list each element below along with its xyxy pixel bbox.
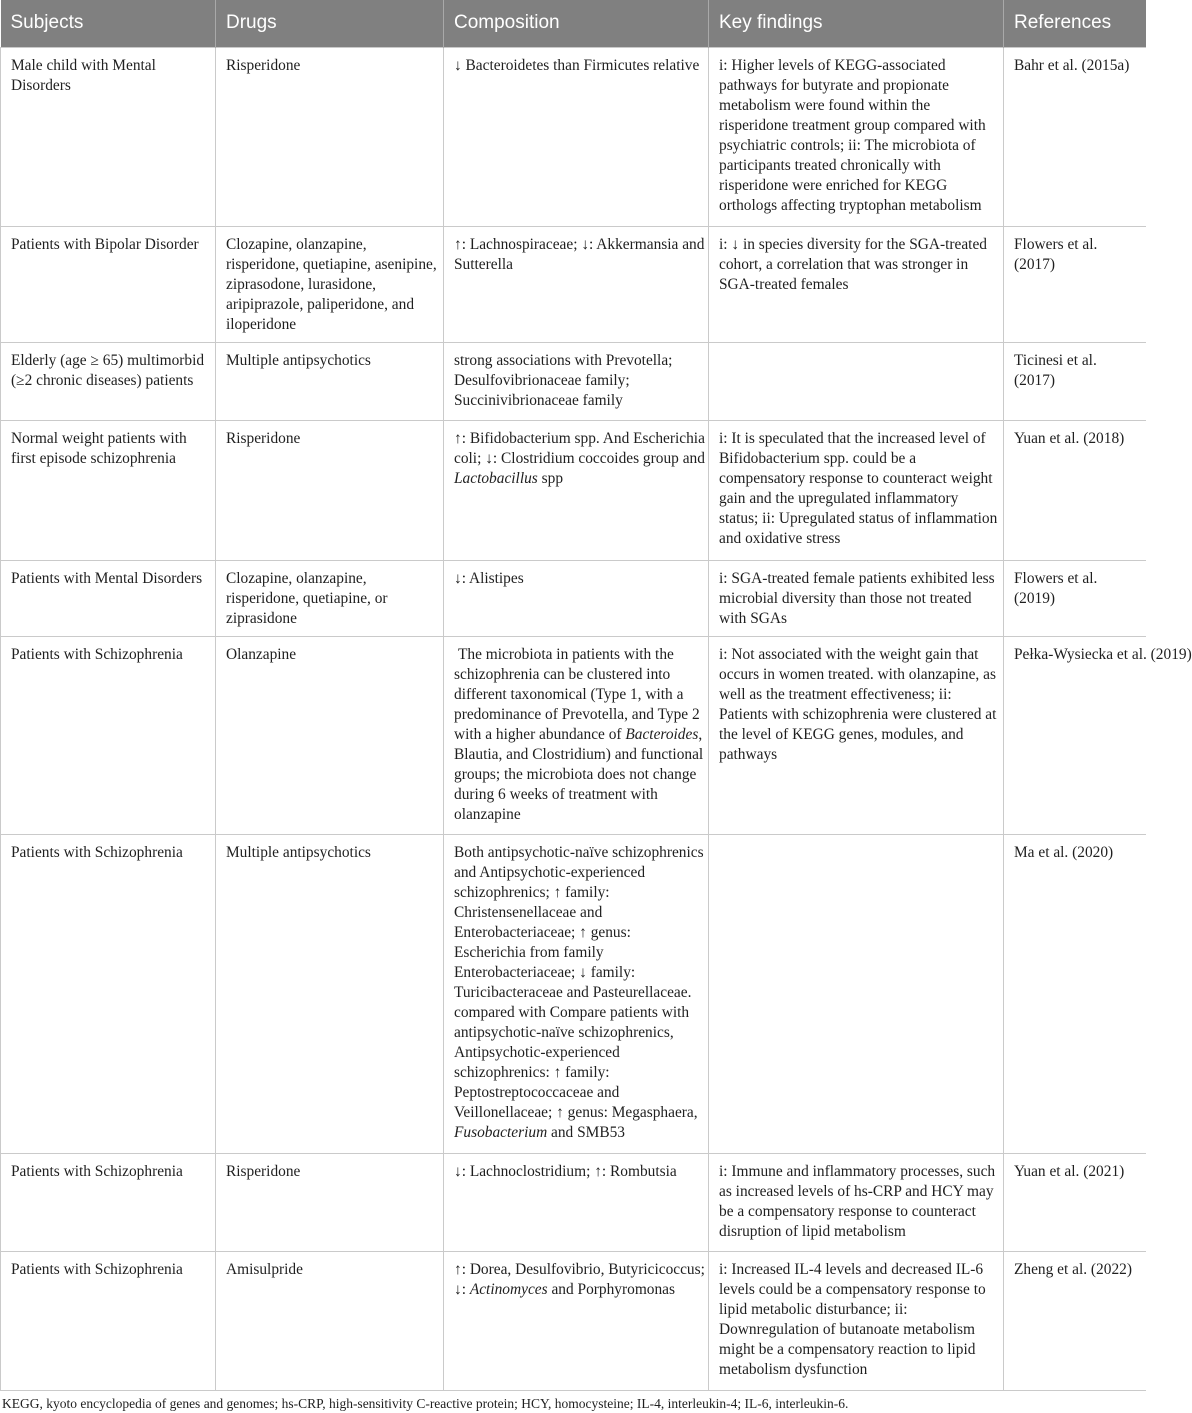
cell-references: Ticinesi et al. (2017) <box>1004 342 1146 420</box>
cell-composition <box>444 1251 709 1390</box>
table-row <box>1 342 1146 420</box>
table-header <box>1 0 1146 47</box>
cell-composition <box>444 636 709 834</box>
cell-text-segment: ↑: Dorea, Desulfovibrio, Butyricicoccus; ↓: <box>454 1260 705 1298</box>
table-row <box>1 636 1146 834</box>
cell-drugs: Multiple antipsychotics <box>216 342 444 420</box>
cell-subjects: Patients with Schizophrenia <box>1 1251 216 1390</box>
cell-references: Flowers et al. (2019) <box>1004 560 1146 636</box>
table-row <box>1 560 1146 636</box>
cell-key-findings <box>709 834 1004 1153</box>
cell-drugs: Clozapine, olanzapine, risperidone, quetiapine, or ziprasidone <box>216 560 444 636</box>
cell-references: Yuan et al. (2021) <box>1004 1153 1146 1251</box>
cell-composition: ↓: Alistipes <box>444 560 709 636</box>
table-row <box>1 226 1146 342</box>
table-footnote: KEGG, kyoto encyclopedia of genes and genomes; hs-CRP, high-sensitivity C-reactive protein; HCY, homocysteine; IL-4, interleukin-4; IL-6, interleukin-6. <box>2 1395 849 1411</box>
cell-composition <box>444 420 709 560</box>
column-header-composition: Composition <box>444 0 709 47</box>
taxon-name-italic: Fusobacterium <box>454 1123 548 1141</box>
cell-subjects: Patients with Mental Disorders <box>1 560 216 636</box>
cell-subjects: Normal weight patients with first episode schizophrenia <box>1 420 216 560</box>
cell-composition: ↓: Lachnoclostridium; ↑: Rombutsia <box>444 1153 709 1251</box>
cell-drugs: Olanzapine <box>216 636 444 834</box>
cell-subjects: Male child with Mental Disorders <box>1 47 216 226</box>
table-row <box>1 1251 1146 1390</box>
cell-key-findings: i: Increased IL-4 levels and decreased IL-6 levels could be a compensatory response to lipid metabolic disturbance; ii: Downregulation of butanoate metabolism might be a compensatory reaction to lipid metabolism dysfunction <box>709 1251 1004 1390</box>
cell-text-segment: , Blautia, and Clostridium) and functional groups; the microbiota does not change during 6 weeks of treatment with olanzapine <box>454 725 704 823</box>
table-row <box>1 420 1146 560</box>
cell-text-segment: spp <box>537 469 564 487</box>
cell-key-findings: i: SGA-treated female patients exhibited less microbial diversity than those not treated with SGAs <box>709 560 1004 636</box>
table-row <box>1 47 1146 226</box>
taxon-name-italic: Actinomyces <box>469 1280 548 1298</box>
cell-key-findings: i: Higher levels of KEGG-associated pathways for butyrate and propionate metabolism were found within the risperidone treatment group compared with psychiatric controls; ii: The microbiota of participants treated chronically with risperidone were enriched for KEGG orthologs affecting tryptophan metabolism <box>709 47 1004 226</box>
cell-key-findings: i: Immune and inflammatory processes, such as increased levels of hs-CRP and HCY may be a compensatory response to counteract disruption of lipid metabolism <box>709 1153 1004 1251</box>
cell-subjects: Patients with Schizophrenia <box>1 1153 216 1251</box>
cell-key-findings <box>709 342 1004 420</box>
cell-key-findings: i: ↓ in species diversity for the SGA-treated cohort, a correlation that was stronger in SGA-treated females <box>709 226 1004 342</box>
cell-subjects: Elderly (age ≥ 65) multimorbid (≥2 chronic diseases) patients <box>1 342 216 420</box>
cell-composition: ↓ Bacteroidetes than Firmicutes relative <box>444 47 709 226</box>
cell-text-segment: and SMB53 <box>547 1123 626 1141</box>
column-header-subjects: Subjects <box>1 0 216 47</box>
cell-drugs: Risperidone <box>216 47 444 226</box>
cell-key-findings: i: Not associated with the weight gain that occurs in women treated. with olanzapine, as well as the treatment effectiveness; ii: Patients with schizophrenia were clustered at the level of KEGG genes, modules, and pathways <box>709 636 1004 834</box>
cell-composition <box>444 834 709 1153</box>
cell-text-segment: The microbiota in patients with the schizophrenia can be clustered into different taxonomical (Type 1, with a predominance of Prevotella, and Type 2 with a higher abundance of <box>454 645 700 743</box>
table-row <box>1 1153 1146 1251</box>
cell-drugs: Clozapine, olanzapine, risperidone, quetiapine, asenipine, ziprasodone, lurasidone, aripiprazole, paliperidone, and iloperidone <box>216 226 444 342</box>
cell-references <box>1004 636 1192 834</box>
cell-drugs: Multiple antipsychotics <box>216 834 444 1153</box>
cell-subjects: Patients with Bipolar Disorder <box>1 226 216 342</box>
cell-subjects: Patients with Schizophrenia <box>1 834 216 1153</box>
column-header-drugs: Drugs <box>216 0 444 47</box>
cell-text-segment: Both antipsychotic-naïve schizophrenics and Antipsychotic-experienced schizophrenics; ↑ family: Christensenellaceae and Enterobacteriaceae; ↑ genus: Escherichia from family Enterobacteriaceae; ↓ family: Turicibacteraceae and Pasteurellaceae. compared with Compare patients with antipsychotic-naïve schizophrenics, Antipsychotic-experienced schizophrenics: ↑ family: Peptostreptococcaceae and Veillonellaceae; ↑ genus: Megasphaera, <box>454 843 704 1121</box>
taxon-name-italic: Lactobacillus <box>454 469 538 487</box>
cell-references: Bahr et al. (2015a) <box>1004 47 1146 226</box>
cell-drugs: Risperidone <box>216 420 444 560</box>
taxon-name-italic: Bacteroides <box>625 725 699 743</box>
cell-text-segment: Pełka-Wysiecka <box>1014 645 1117 663</box>
cell-references: Flowers et al. (2017) <box>1004 226 1146 342</box>
cell-drugs: Risperidone <box>216 1153 444 1251</box>
cell-text-segment: et al. (2019) <box>1116 645 1192 663</box>
table-body <box>1 47 1192 1390</box>
cell-drugs: Amisulpride <box>216 1251 444 1390</box>
table-header-row <box>1 0 1146 47</box>
column-header-key-findings: Key findings <box>709 0 1004 47</box>
column-header-references: References <box>1004 0 1146 47</box>
cell-key-findings: i: It is speculated that the increased level of Bifidobacterium spp. could be a compensatory response to counteract weight gain and the upregulated inflammatory status; ii: Upregulated status of inflammation and oxidative stress <box>709 420 1004 560</box>
cell-text-segment: and Porphyromonas <box>547 1280 675 1298</box>
cell-references: Ma et al. (2020) <box>1004 834 1146 1153</box>
cell-references: Zheng et al. (2022) <box>1004 1251 1146 1390</box>
cell-composition: ↑: Lachnospiraceae; ↓: Akkermansia and Sutterella <box>444 226 709 342</box>
cell-text-segment: ↑: Bifidobacterium spp. And Escherichia coli; ↓: Clostridium coccoides group and <box>454 429 705 467</box>
table-row <box>1 834 1146 1153</box>
cell-references: Yuan et al. (2018) <box>1004 420 1146 560</box>
cell-composition: strong associations with Prevotella; Desulfovibrionaceae family; Succinivibrionaceae family <box>444 342 709 420</box>
cell-subjects: Patients with Schizophrenia <box>1 636 216 834</box>
